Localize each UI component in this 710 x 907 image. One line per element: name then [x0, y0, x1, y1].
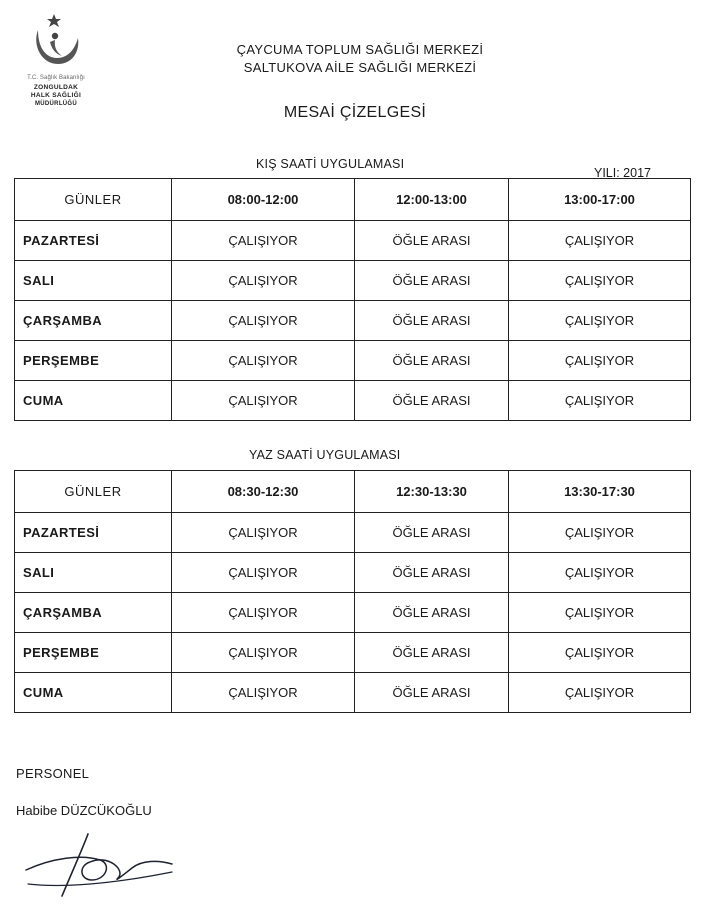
table-row — [15, 221, 691, 261]
day-cell: PAZARTESİ — [15, 513, 172, 553]
status-cell: ÇALIŞIYOR — [509, 593, 691, 633]
status-cell: ÖĞLE ARASI — [355, 593, 509, 633]
column-header: 12:00-13:00 — [355, 179, 509, 221]
header-line-2: SALTUKOVA AİLE SAĞLIĞI MERKEZİ — [243, 60, 477, 75]
status-cell: ÇALIŞIYOR — [509, 381, 691, 421]
column-header: 13:30-17:30 — [509, 471, 691, 513]
health-logo-icon — [24, 12, 88, 74]
status-cell: ÖĞLE ARASI — [355, 341, 509, 381]
ministry-logo — [18, 12, 94, 118]
winter-caption: KIŞ SAATİ UYGULAMASI — [256, 157, 405, 171]
status-cell: ÇALIŞIYOR — [509, 221, 691, 261]
status-cell: ÖĞLE ARASI — [355, 513, 509, 553]
summer-caption: YAZ SAATİ UYGULAMASI — [249, 448, 401, 462]
status-cell: ÖĞLE ARASI — [355, 553, 509, 593]
day-cell: PAZARTESİ — [15, 221, 172, 261]
table-row — [15, 633, 691, 673]
logo-ministry-text: T.C. Sağlık Bakanlığı — [27, 75, 85, 81]
status-cell: ÖĞLE ARASI — [355, 301, 509, 341]
header-line-1: ÇAYCUMA TOPLUM SAĞLIĞI MERKEZİ — [236, 42, 484, 57]
table-header-row — [15, 179, 691, 221]
status-cell: ÇALIŞIYOR — [172, 301, 355, 341]
table-row — [15, 593, 691, 633]
handwritten-signature — [22, 830, 192, 902]
status-cell: ÇALIŞIYOR — [172, 633, 355, 673]
column-header: GÜNLER — [15, 179, 172, 221]
status-cell: ÇALIŞIYOR — [172, 341, 355, 381]
page-title: MESAİ ÇİZELGESİ — [283, 104, 427, 121]
status-cell: ÇALIŞIYOR — [509, 261, 691, 301]
year-label: YILI: 2017 — [594, 166, 651, 180]
day-cell: SALI — [15, 261, 172, 301]
logo-text-line: MÜDÜRLÜĞÜ — [34, 101, 78, 107]
day-cell: CUMA — [15, 381, 172, 421]
status-cell: ÇALIŞIYOR — [172, 261, 355, 301]
status-cell: ÇALIŞIYOR — [172, 593, 355, 633]
status-cell: ÇALIŞIYOR — [509, 553, 691, 593]
personnel-label: PERSONEL — [16, 766, 90, 781]
status-cell: ÇALIŞIYOR — [509, 633, 691, 673]
table-row — [15, 381, 691, 421]
day-cell: CUMA — [15, 673, 172, 713]
table-row — [15, 513, 691, 553]
status-cell: ÇALIŞIYOR — [172, 221, 355, 261]
column-header: GÜNLER — [15, 471, 172, 513]
status-cell: ÖĞLE ARASI — [355, 673, 509, 713]
status-cell: ÇALIŞIYOR — [509, 513, 691, 553]
status-cell: ÇALIŞIYOR — [509, 673, 691, 713]
status-cell: ÇALIŞIYOR — [172, 513, 355, 553]
day-cell: PERŞEMBE — [15, 633, 172, 673]
logo-text-line: ZONGULDAK — [33, 84, 79, 91]
status-cell: ÖĞLE ARASI — [355, 261, 509, 301]
logo-text-line: HALK SAĞLIĞI — [30, 92, 82, 99]
status-cell: ÇALIŞIYOR — [172, 381, 355, 421]
status-cell: ÖĞLE ARASI — [355, 221, 509, 261]
table-row — [15, 341, 691, 381]
status-cell: ÇALIŞIYOR — [172, 673, 355, 713]
winter-schedule-table — [14, 178, 691, 421]
status-cell: ÇALIŞIYOR — [172, 553, 355, 593]
table-row — [15, 301, 691, 341]
day-cell: ÇARŞAMBA — [15, 301, 172, 341]
table-row — [15, 261, 691, 301]
status-cell: ÖĞLE ARASI — [355, 633, 509, 673]
day-cell: PERŞEMBE — [15, 341, 172, 381]
status-cell: ÇALIŞIYOR — [509, 341, 691, 381]
column-header: 13:00-17:00 — [509, 179, 691, 221]
summer-schedule-table — [14, 470, 691, 713]
column-header: 12:30-13:30 — [355, 471, 509, 513]
personnel-name: Habibe DÜZCÜKOĞLU — [16, 803, 152, 818]
column-header: 08:00-12:00 — [172, 179, 355, 221]
day-cell: ÇARŞAMBA — [15, 593, 172, 633]
table-row — [15, 673, 691, 713]
day-cell: SALI — [15, 553, 172, 593]
column-header: 08:30-12:30 — [172, 471, 355, 513]
status-cell: ÇALIŞIYOR — [509, 301, 691, 341]
table-header-row — [15, 471, 691, 513]
table-row — [15, 553, 691, 593]
status-cell: ÖĞLE ARASI — [355, 381, 509, 421]
